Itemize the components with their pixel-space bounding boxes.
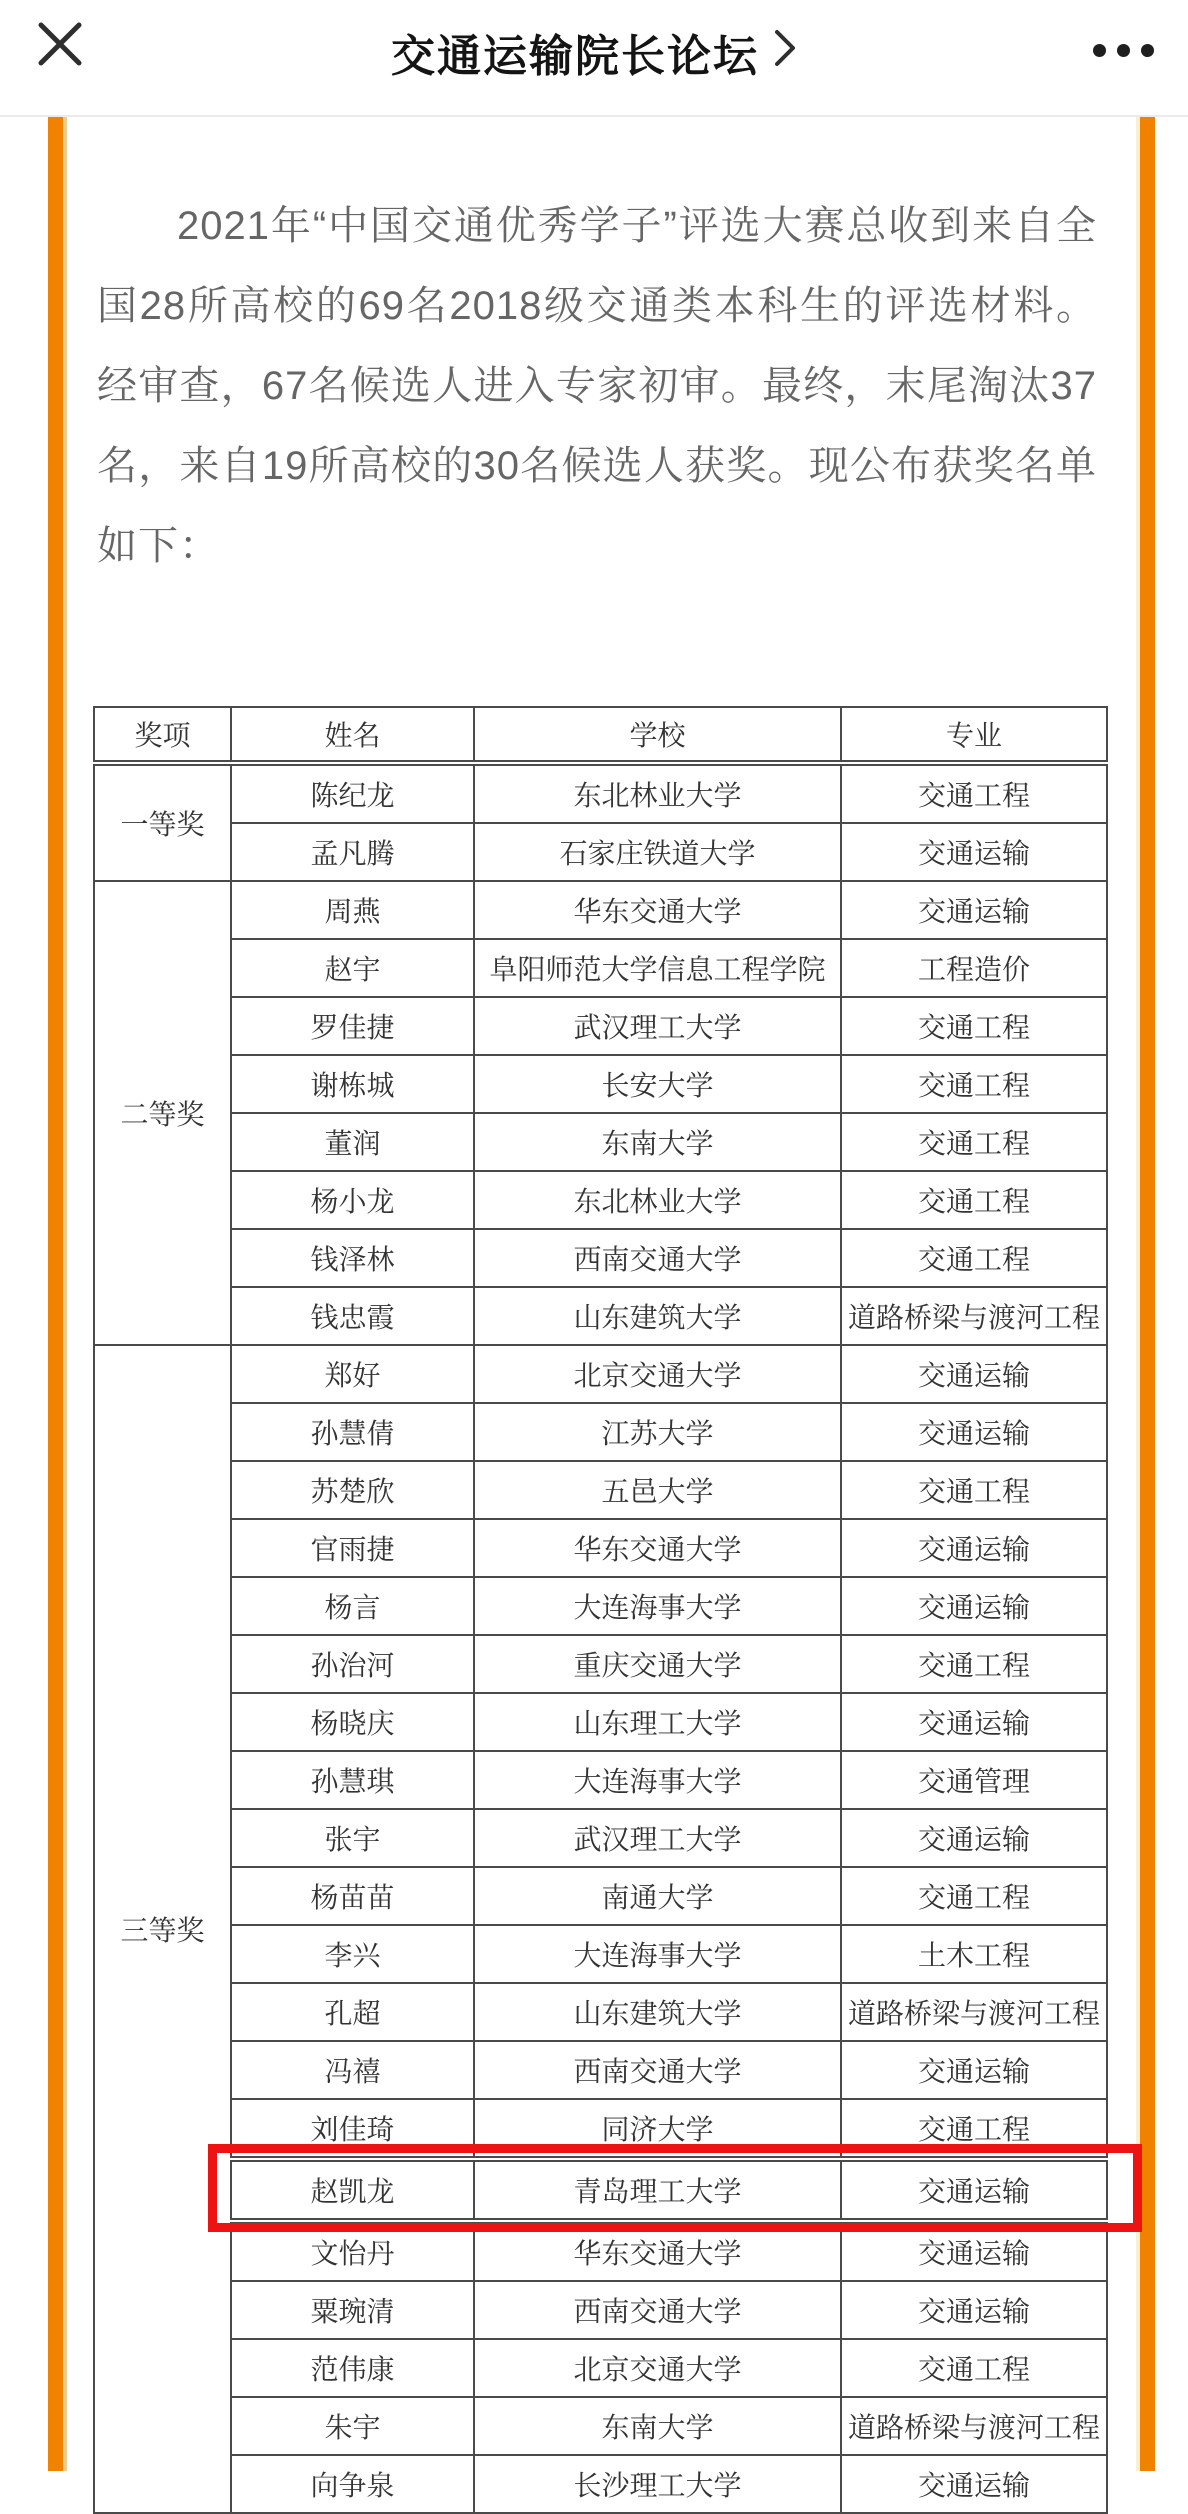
name-cell: 向争泉	[231, 2455, 474, 2513]
school-cell: 长沙理工大学	[474, 2455, 841, 2513]
table-row	[94, 1171, 1107, 1229]
name-cell: 孙慧倩	[231, 1403, 474, 1461]
table-row	[94, 2099, 1107, 2159]
table-row	[94, 1403, 1107, 1461]
header-major: 专业	[841, 707, 1107, 763]
page-title-text: 交通运输院长论坛	[391, 32, 759, 81]
school-cell: 大连海事大学	[474, 1925, 841, 1983]
navbar	[0, 0, 1188, 117]
table-row	[94, 1751, 1107, 1809]
name-cell: 朱宇	[231, 2397, 474, 2455]
major-cell: 道路桥梁与渡河工程	[841, 2397, 1107, 2455]
name-cell: 张宇	[231, 1809, 474, 1867]
name-cell: 杨言	[231, 1577, 474, 1635]
table-row	[94, 1693, 1107, 1751]
major-cell: 交通运输	[841, 1693, 1107, 1751]
awards-table-wrap	[93, 706, 1106, 2514]
awards-table-body	[94, 763, 1107, 2513]
name-cell: 孙慧琪	[231, 1751, 474, 1809]
table-row	[94, 1287, 1107, 1345]
school-cell: 武汉理工大学	[474, 1809, 841, 1867]
school-cell: 西南交通大学	[474, 1229, 841, 1287]
name-cell: 杨小龙	[231, 1171, 474, 1229]
awards-table	[93, 706, 1108, 2514]
major-cell: 交通运输	[841, 823, 1107, 881]
name-cell: 杨晓庆	[231, 1693, 474, 1751]
major-cell: 交通运输	[841, 2041, 1107, 2099]
major-cell: 交通运输	[841, 1577, 1107, 1635]
header-name: 姓名	[231, 707, 474, 763]
major-cell: 交通管理	[841, 1751, 1107, 1809]
school-cell: 山东建筑大学	[474, 1287, 841, 1345]
school-cell: 华东交通大学	[474, 881, 841, 939]
major-cell: 交通工程	[841, 1113, 1107, 1171]
table-row	[94, 997, 1107, 1055]
table-row	[94, 1113, 1107, 1171]
header-award: 奖项	[94, 707, 231, 763]
school-cell: 华东交通大学	[474, 2221, 841, 2281]
school-cell: 北京交通大学	[474, 2339, 841, 2397]
award-cell: 三等奖	[94, 1345, 231, 2513]
table-row	[94, 1519, 1107, 1577]
table-row	[94, 881, 1107, 939]
major-cell: 交通工程	[841, 763, 1107, 823]
name-cell: 文怡丹	[231, 2221, 474, 2281]
header-row	[94, 707, 1107, 763]
school-cell: 阜阳师范大学信息工程学院	[474, 939, 841, 997]
table-row	[94, 2221, 1107, 2281]
table-row	[94, 2455, 1107, 2513]
name-cell: 谢栋城	[231, 1055, 474, 1113]
table-row	[94, 1635, 1107, 1693]
table-row	[94, 939, 1107, 997]
name-cell: 周燕	[231, 881, 474, 939]
ellipsis-icon	[1093, 44, 1106, 57]
major-cell: 交通工程	[841, 1461, 1107, 1519]
major-cell: 交通工程	[841, 2339, 1107, 2397]
name-cell: 罗佳捷	[231, 997, 474, 1055]
table-row	[94, 1461, 1107, 1519]
table-row	[94, 1055, 1107, 1113]
name-cell: 董润	[231, 1113, 474, 1171]
name-cell: 苏楚欣	[231, 1461, 474, 1519]
major-cell: 土木工程	[841, 1925, 1107, 1983]
awards-table-head	[94, 707, 1107, 763]
school-cell: 大连海事大学	[474, 1751, 841, 1809]
major-cell: 交通工程	[841, 1635, 1107, 1693]
major-cell: 工程造价	[841, 939, 1107, 997]
school-cell: 西南交通大学	[474, 2041, 841, 2099]
name-cell: 李兴	[231, 1925, 474, 1983]
table-row	[94, 1809, 1107, 1867]
school-cell: 同济大学	[474, 2099, 841, 2159]
major-cell: 道路桥梁与渡河工程	[841, 1983, 1107, 2041]
table-row	[94, 1345, 1107, 1403]
school-cell: 山东建筑大学	[474, 1983, 841, 2041]
major-cell: 交通工程	[841, 2099, 1107, 2159]
name-cell: 官雨捷	[231, 1519, 474, 1577]
school-cell: 长安大学	[474, 1055, 841, 1113]
school-cell: 东南大学	[474, 2397, 841, 2455]
award-cell: 一等奖	[94, 763, 231, 881]
school-cell: 东北林业大学	[474, 1171, 841, 1229]
article-paragraph: 2021年“中国交通优秀学子”评选大赛总收到来自全国28所高校的69名2018级交通类本科生的评选材料。经审查，67名候选人进入专家初审。最终，末尾淘汰37名，来自19所高校的30名候选人获奖。现公布获奖名单如下：	[97, 204, 1097, 568]
ellipsis-icon	[1117, 44, 1130, 57]
major-cell: 交通工程	[841, 1055, 1107, 1113]
table-row	[94, 2281, 1107, 2339]
school-cell: 华东交通大学	[474, 1519, 841, 1577]
award-cell: 二等奖	[94, 881, 231, 1345]
name-cell: 郑好	[231, 1345, 474, 1403]
table-row	[94, 2041, 1107, 2099]
school-cell: 西南交通大学	[474, 2281, 841, 2339]
name-cell: 范伟康	[231, 2339, 474, 2397]
school-cell: 大连海事大学	[474, 1577, 841, 1635]
table-row	[94, 1577, 1107, 1635]
school-cell: 东南大学	[474, 1113, 841, 1171]
left-orange-border	[48, 117, 67, 2471]
name-cell: 孔超	[231, 1983, 474, 2041]
name-cell: 孙治河	[231, 1635, 474, 1693]
major-cell: 交通运输	[841, 1809, 1107, 1867]
major-cell: 交通工程	[841, 1867, 1107, 1925]
chevron-right-icon	[773, 28, 797, 79]
major-cell: 交通运输	[841, 1519, 1107, 1577]
more-button[interactable]	[1024, 18, 1162, 82]
major-cell: 交通运输	[841, 1403, 1107, 1461]
name-cell: 钱忠霞	[231, 1287, 474, 1345]
major-cell: 交通运输	[841, 2159, 1107, 2221]
header-school: 学校	[474, 707, 841, 763]
table-row	[94, 2159, 1107, 2221]
name-cell: 陈纪龙	[231, 763, 474, 823]
school-cell: 山东理工大学	[474, 1693, 841, 1751]
name-cell: 粟琬清	[231, 2281, 474, 2339]
table-row	[94, 1867, 1107, 1925]
name-cell: 赵凯龙	[231, 2159, 474, 2221]
school-cell: 武汉理工大学	[474, 997, 841, 1055]
major-cell: 交通工程	[841, 1229, 1107, 1287]
major-cell: 交通运输	[841, 2455, 1107, 2513]
major-cell: 道路桥梁与渡河工程	[841, 1287, 1107, 1345]
school-cell: 石家庄铁道大学	[474, 823, 841, 881]
name-cell: 刘佳琦	[231, 2099, 474, 2159]
table-row	[94, 1983, 1107, 2041]
major-cell: 交通运输	[841, 1345, 1107, 1403]
major-cell: 交通运输	[841, 881, 1107, 939]
table-row	[94, 1925, 1107, 1983]
page-title[interactable]	[0, 0, 1188, 104]
name-cell: 孟凡腾	[231, 823, 474, 881]
ellipsis-icon	[1141, 44, 1154, 57]
school-cell: 五邑大学	[474, 1461, 841, 1519]
table-row	[94, 823, 1107, 881]
school-cell: 江苏大学	[474, 1403, 841, 1461]
table-row	[94, 2397, 1107, 2455]
name-cell: 杨苗苗	[231, 1867, 474, 1925]
school-cell: 东北林业大学	[474, 763, 841, 823]
table-row	[94, 1229, 1107, 1287]
name-cell: 冯禧	[231, 2041, 474, 2099]
school-cell: 重庆交通大学	[474, 1635, 841, 1693]
table-row	[94, 763, 1107, 823]
table-row	[94, 2339, 1107, 2397]
school-cell: 青岛理工大学	[474, 2159, 841, 2221]
major-cell: 交通运输	[841, 2281, 1107, 2339]
name-cell: 钱泽林	[231, 1229, 474, 1287]
major-cell: 交通运输	[841, 2221, 1107, 2281]
school-cell: 南通大学	[474, 1867, 841, 1925]
major-cell: 交通工程	[841, 997, 1107, 1055]
school-cell: 北京交通大学	[474, 1345, 841, 1403]
right-orange-border	[1136, 117, 1155, 2471]
major-cell: 交通工程	[841, 1171, 1107, 1229]
name-cell: 赵宇	[231, 939, 474, 997]
